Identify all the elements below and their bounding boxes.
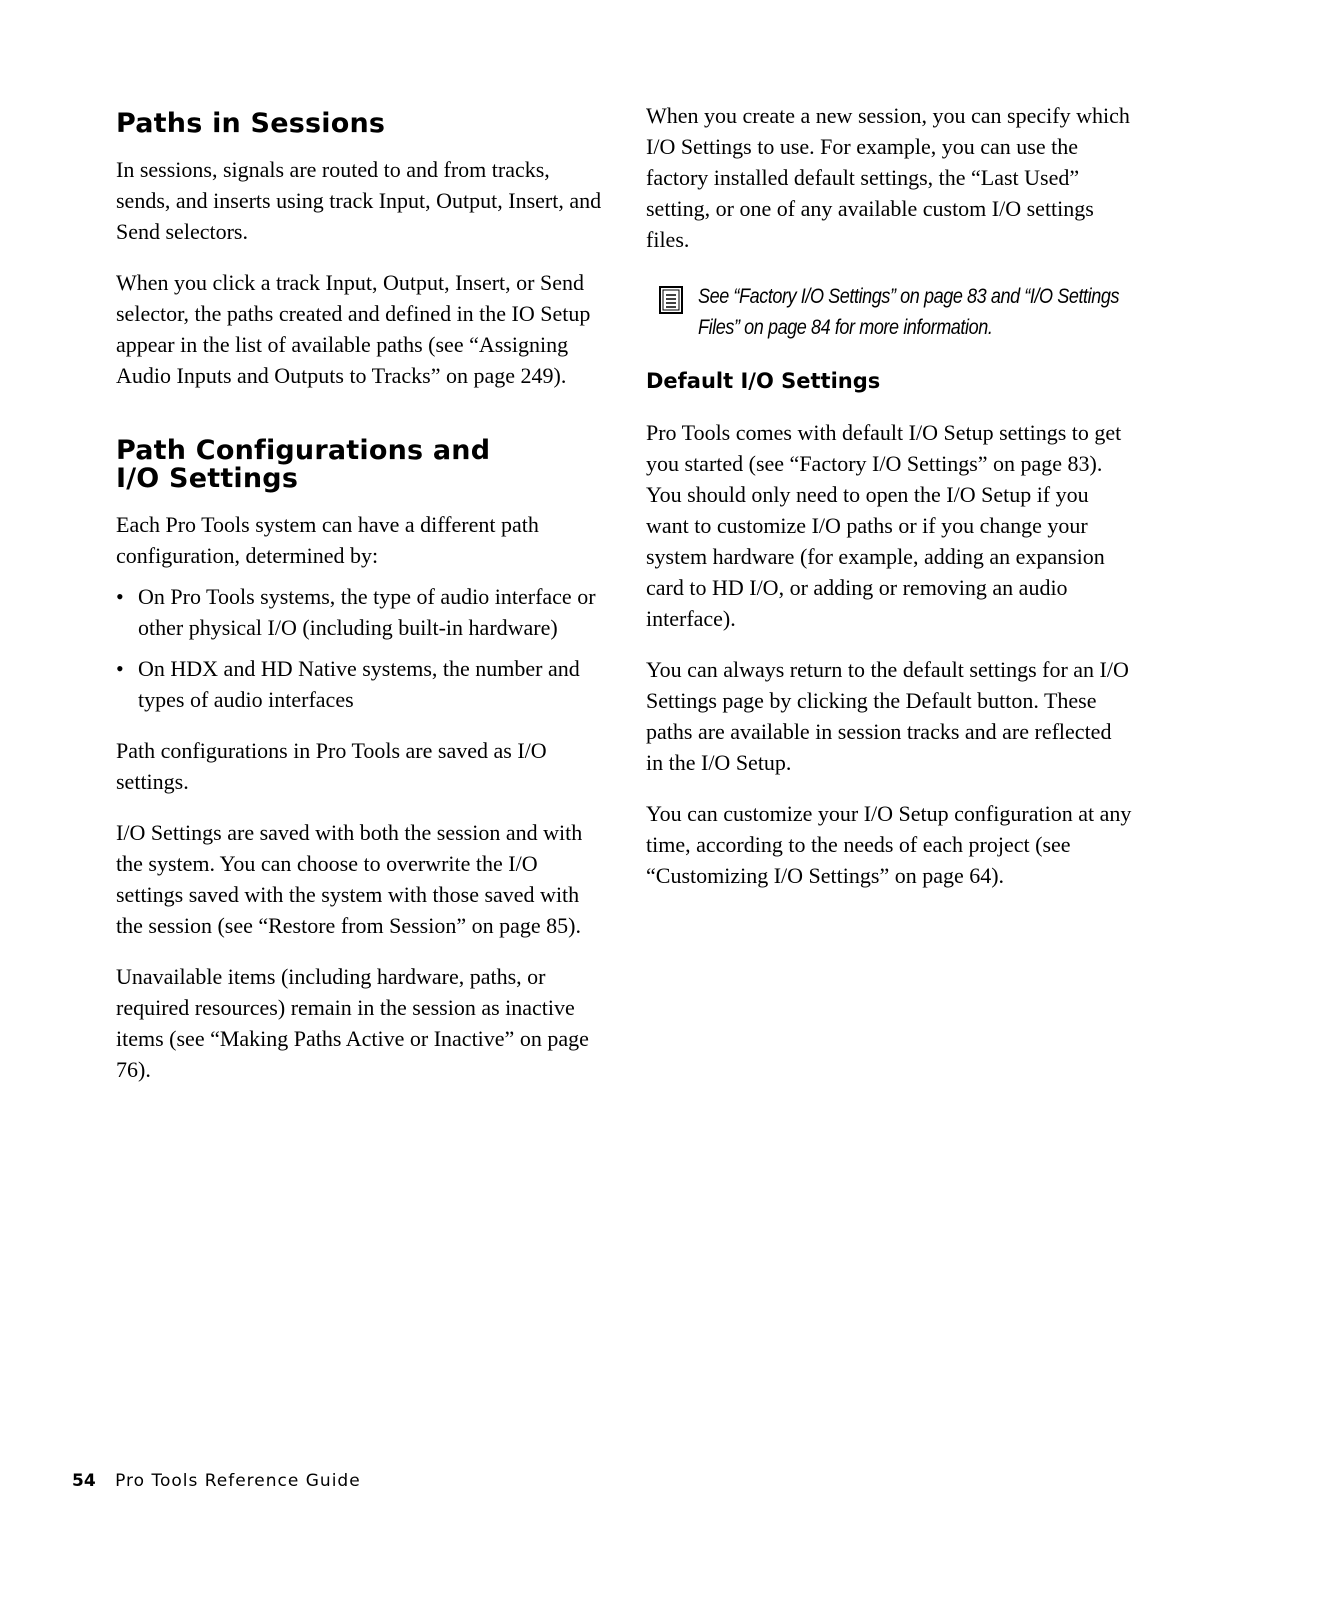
left-column [116, 100, 602, 1105]
bullet-list [116, 581, 602, 715]
paragraph: In sessions, signals are routed to and from tracks, sends, and inserts using track Input, Output, Insert, and Send selectors. [116, 157, 602, 244]
paragraph: Pro Tools comes with default I/O Setup settings to get you started (see “Factory I/O Settings” on page 83). You should only need to open the I/O Setup if you want to customize I/O paths or if you change your system hardware (for example, adding an expansion card to HD I/O, or adding or removing an audio interface). [646, 420, 1122, 631]
paragraph: When you click a track Input, Output, Insert, or Send selector, the paths created and defined in the IO Setup appear in the list of available paths (see “Assigning Audio Inputs and Outputs to Tracks” on page 249). [116, 270, 591, 388]
page-number: 54 [72, 1471, 96, 1491]
paragraph: Path configurations in Pro Tools are saved as I/O settings. [116, 738, 547, 794]
guide-title: Pro Tools Reference Guide [115, 1471, 361, 1491]
list-item [116, 581, 602, 643]
bullet-icon: • [116, 656, 124, 681]
paragraph: You can customize your I/O Setup configuration at any time, according to the needs of each project (see “Customizing I/O Settings” on page 64). [646, 801, 1132, 888]
list-item-text: On HDX and HD Native systems, the number and types of audio interfaces [138, 656, 580, 712]
paragraph: You can always return to the default settings for an I/O Settings page by clicking the Default button. These paths are available in session tracks and are reflected in the I/O Setup. [646, 657, 1129, 775]
heading-paths-in-sessions: Paths in Sessions [116, 108, 386, 139]
paragraph: I/O Settings are saved with both the session and with the system. You can choose to overwrite the I/O settings saved with the system with those saved with the session (see “Restore from Session” on page 85). [116, 820, 583, 938]
heading-line: Path Configurations and [116, 435, 491, 466]
list-item-text: On Pro Tools systems, the type of audio interface or other physical I/O (including built-in hardware) [138, 584, 596, 640]
list-item [116, 653, 602, 715]
note-text: See “Factory I/O Settings” on page 83 and “I/O Settings Files” on page 84 for more information. [698, 285, 1120, 339]
bullet-icon: • [116, 584, 124, 609]
paragraph: Unavailable items (including hardware, paths, or required resources) remain in the session as inactive items (see “Making Paths Active or Inactive” on page 76). [116, 964, 589, 1082]
note-callout [646, 281, 1132, 343]
heading-path-configurations [116, 437, 602, 493]
right-column [646, 100, 1132, 911]
paragraph: Each Pro Tools system can have a different path configuration, determined by: [116, 512, 539, 568]
page-footer [72, 1470, 361, 1492]
paragraph: When you create a new session, you can specify which I/O Settings to use. For example, you can use the factory installed default settings, the “Last Used” setting, or one of any available custom I/O settings files. [646, 103, 1130, 252]
heading-line: I/O Settings [116, 463, 299, 494]
document-note-icon [658, 285, 684, 315]
heading-default-io-settings: Default I/O Settings [646, 369, 881, 393]
